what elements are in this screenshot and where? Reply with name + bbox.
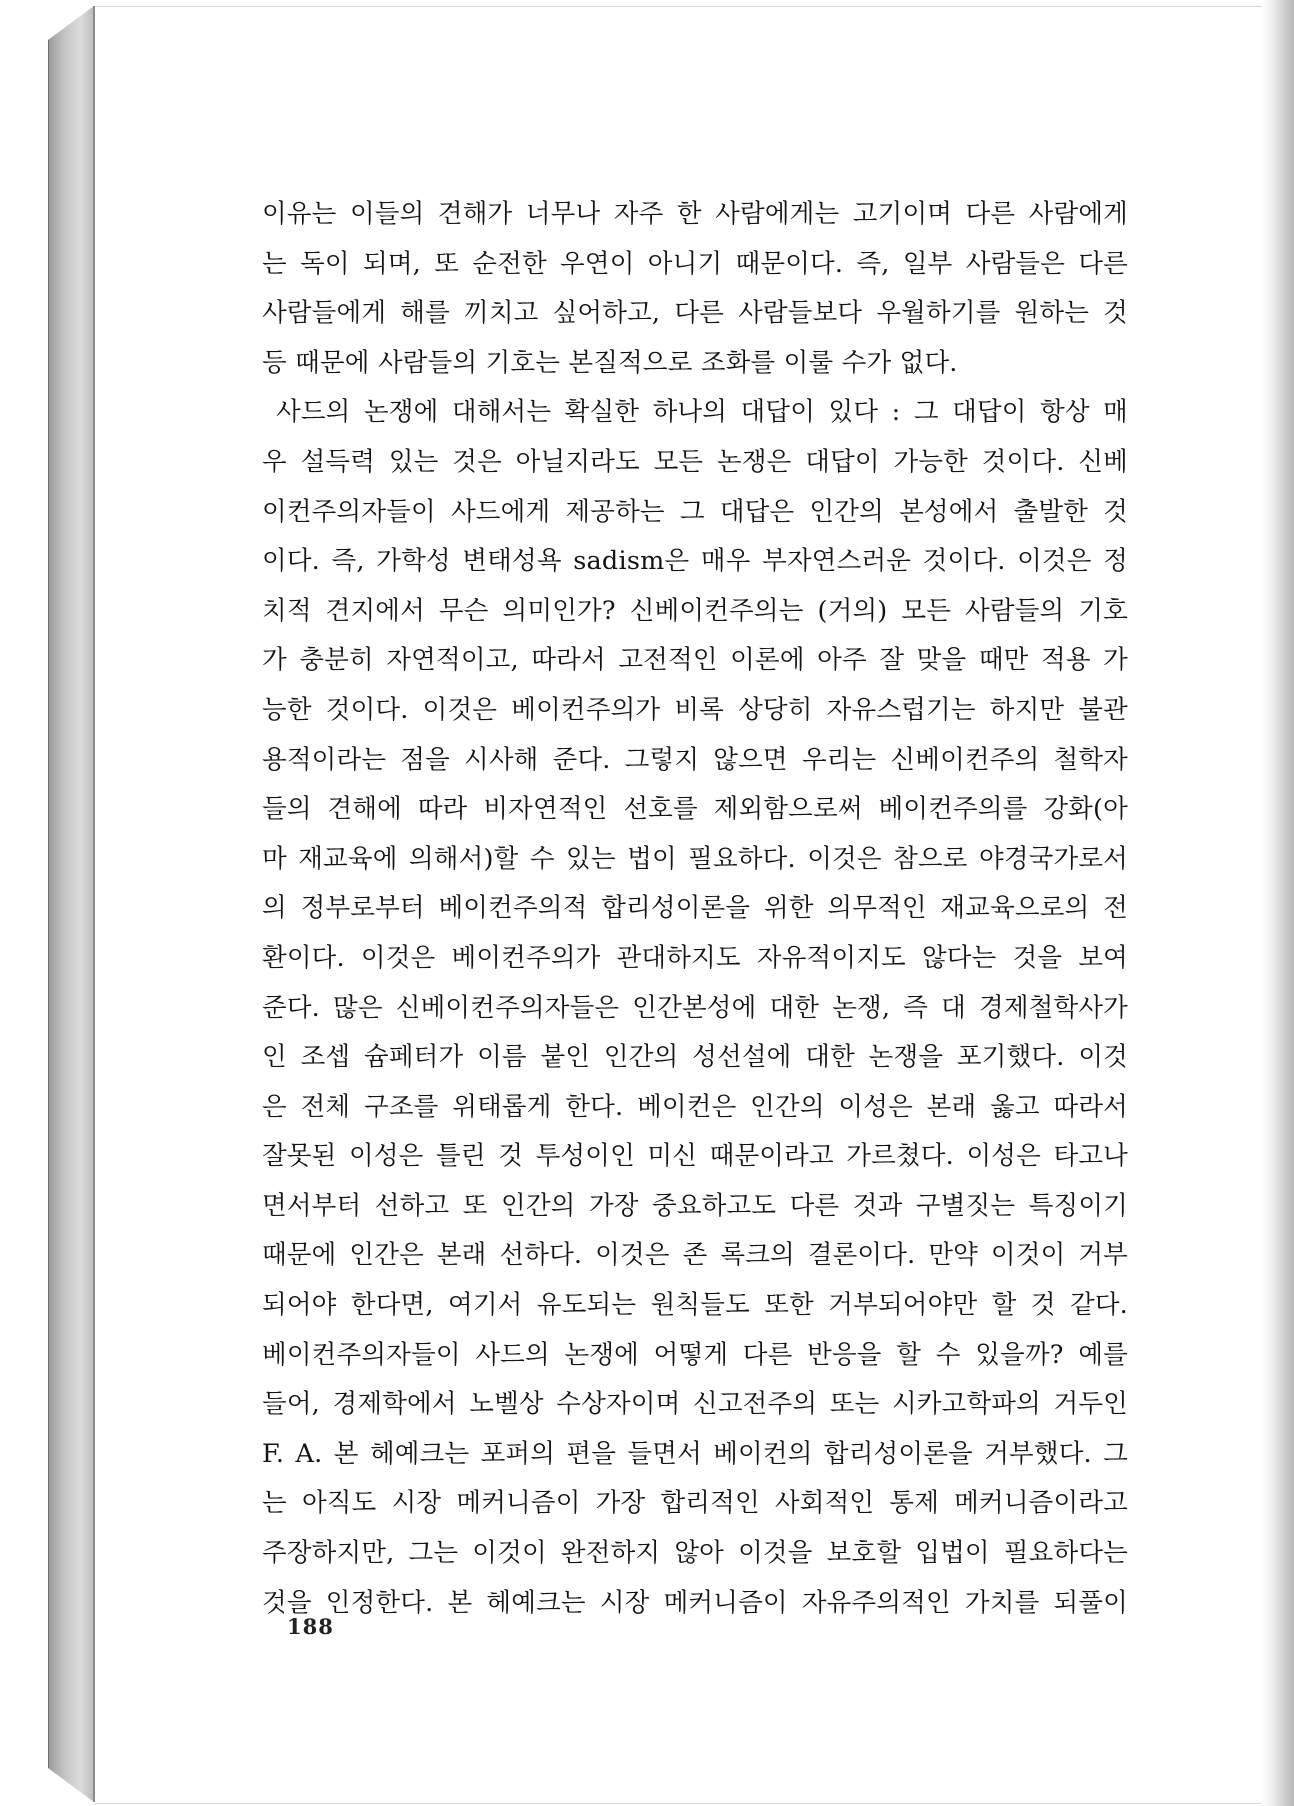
- text-line: 잘못된 이성은 틀린 것 투성이인 미신 때문이라고 가르쳤다. 이성은 타고나: [262, 1141, 1128, 1172]
- text-line: 가 충분히 자연적이고, 따라서 고전적인 이론에 아주 잘 맞을 때만 적용 가: [262, 645, 1128, 676]
- text-line: 환이다. 이것은 베이컨주의가 관대하지도 자유적이지도 않다는 것을 보여: [262, 942, 1128, 973]
- text-line: 사드의 논쟁에 대해서는 확실한 하나의 대답이 있다 : 그 대답이 항상 매: [276, 397, 1128, 428]
- text-line: 되어야 한다면, 여기서 유도되는 원칙들도 또한 거부되어야만 할 것 같다.: [262, 1290, 1128, 1321]
- text-line: 것을 인정한다. 본 헤예크는 시장 메커니즘이 자유주의적인 가치를 되풀이: [262, 1587, 1128, 1618]
- text-line: 준다. 많은 신베이컨주의자들은 인간본성에 대한 논쟁, 즉 대 경제철학사가: [262, 992, 1128, 1023]
- text-line: 베이컨주의자들이 사드의 논쟁에 어떻게 다른 반응을 할 수 있을까? 예를: [262, 1339, 1128, 1370]
- text-line: 마 재교육에 의해서)할 수 있는 법이 필요하다. 이것은 참으로 야경국가로서: [262, 843, 1128, 874]
- text-line: 이컨주의자들이 사드에게 제공하는 그 대답은 인간의 본성에서 출발한 것: [262, 496, 1128, 527]
- text-line: 이유는 이들의 견해가 너무나 자주 한 사람에게는 고기이며 다른 사람에게: [262, 199, 1128, 229]
- page-edge-shadow: [1262, 0, 1294, 1806]
- text-line: 는 아직도 시장 메커니즘이 가장 합리적인 사회적인 통제 메커니즘이라고: [262, 1488, 1128, 1519]
- text-line: 면서부터 선하고 또 인간의 가장 중요하고도 다른 것과 구별짓는 특징이기: [262, 1190, 1128, 1221]
- text-line: 우 설득력 있는 것은 아닐지라도 모든 논쟁은 대답이 가능한 것이다. 신베: [262, 446, 1128, 477]
- text-line: 은 전체 구조를 위태롭게 한다. 베이컨은 인간의 이성은 본래 옳고 따라서: [262, 1091, 1128, 1122]
- text-line: 능한 것이다. 이것은 베이컨주의가 비록 상당히 자유스럽기는 하지만 불관: [262, 694, 1128, 725]
- text-line: 치적 견지에서 무슨 의미인가? 신베이컨주의는 (거의) 모든 사람들의 기호: [262, 595, 1128, 626]
- text-line: 의 정부로부터 베이컨주의적 합리성이론을 위한 의무적인 재교육으로의 전: [262, 893, 1128, 924]
- text-line: 이다. 즉, 가학성 변태성욕 sadism은 매우 부자연스러운 것이다. 이것은 정: [262, 546, 1128, 577]
- text-line: F. A. 본 헤예크는 포퍼의 편을 들면서 베이컨의 합리성이론을 거부했다. 그: [262, 1438, 1128, 1469]
- text-line: 사람들에게 해를 끼치고 싶어하고, 다른 사람들보다 우월하기를 원하는 것: [262, 298, 1128, 329]
- text-line: 는 독이 되며, 또 순전한 우연이 아니기 때문이다. 즉, 일부 사람들은 다른: [262, 248, 1128, 279]
- book-spine-edge: [48, 6, 94, 1802]
- page-number: 188: [287, 1614, 334, 1639]
- text-line: 인 조셉 슘페터가 이름 붙인 인간의 성선설에 대한 논쟁을 포기했다. 이것: [262, 1042, 1128, 1073]
- text-line: 등 때문에 사람들의 기호는 본질적으로 조화를 이룰 수가 없다.: [262, 347, 958, 378]
- body-text: [262, 190, 1128, 1628]
- text-line: 때문에 인간은 본래 선하다. 이것은 존 록크의 결론이다. 만약 이것이 거부: [262, 1240, 1128, 1271]
- text-line: 용적이라는 점을 시사해 준다. 그렇지 않으면 우리는 신베이컨주의 철학자: [262, 744, 1128, 775]
- text-line: 들의 견해에 따라 비자연적인 선호를 제외함으로써 베이컨주의를 강화(아: [262, 794, 1128, 825]
- text-line: 주장하지만, 그는 이것이 완전하지 않아 이것을 보호할 입법이 필요하다는: [262, 1538, 1128, 1569]
- text-line: 들어, 경제학에서 노벨상 수상자이며 신고전주의 또는 시카고학파의 거두인: [262, 1389, 1128, 1420]
